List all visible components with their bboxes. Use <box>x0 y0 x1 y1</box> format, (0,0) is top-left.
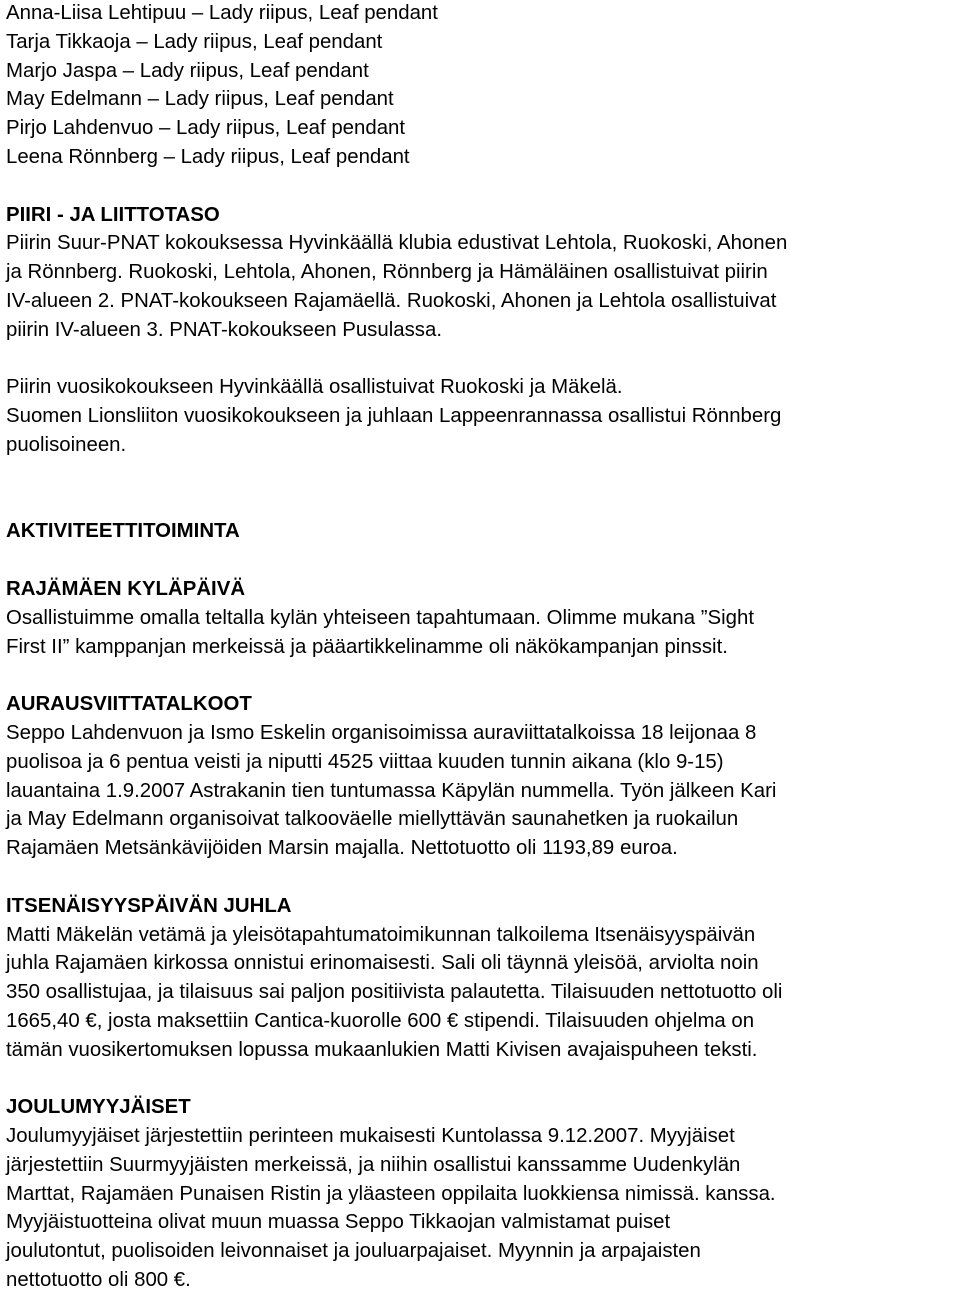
ski-track-text-line: ja May Edelmann organisoivat talkooväelle miellyttävän saunahetken ja ruokailun <box>6 808 739 831</box>
award-item: Pirjo Lahdenvuo – Lady riipus, Leaf pendant <box>6 117 406 140</box>
village-day-section <box>6 575 960 661</box>
christmas-text-line: nettotuotto oli 800 €. <box>6 1269 191 1292</box>
christmas-text-line: joulutontut, puolisoiden leivonnaiset ja jouluarpajaiset. Myynnin ja arpajaisten <box>6 1240 701 1263</box>
ski-track-text-line: Seppo Lahdenvuon ja Ismo Eskelin organisoimissa auraviittatalkoissa 18 leijonaa 8 <box>6 721 757 744</box>
christmas-text-line: Marttat, Rajamäen Punaisen Ristin ja yläasteen oppilaita luokkiensa nimissä. kanssa. <box>6 1182 776 1205</box>
christmas-heading: JOULUMYYJÄISET <box>6 1096 191 1119</box>
independence-text-line: 350 osallistujaa, ja tilaisuus sai paljon positiivista palautetta. Tilaisuuden nettotuotto oli <box>6 981 783 1004</box>
district-heading: PIIRI - JA LIITTOTASO <box>6 203 220 226</box>
award-item: Tarja Tikkaoja – Lady riipus, Leaf pendant <box>6 30 383 53</box>
ski-track-text-line: lauantaina 1.9.2007 Astrakanin tien tuntumassa Käpylän nummella. Työn jälkeen Kari <box>6 779 777 802</box>
christmas-text-line: Myyjäistuotteina olivat muun muassa Seppo Tikkaojan valmistamat puiset <box>6 1211 671 1234</box>
award-item: Anna-Liisa Lehtipuu – Lady riipus, Leaf pendant <box>6 2 438 24</box>
village-day-text-line: First II” kamppanjan merkeissä ja pääartikkelinamme oli näkökampanjan pinssit. <box>6 635 728 658</box>
activities-heading: AKTIVITEETTITOIMINTA <box>6 520 240 543</box>
award-item: May Edelmann – Lady riipus, Leaf pendant <box>6 88 394 111</box>
independence-heading: ITSENÄISYYSPÄIVÄN JUHLA <box>6 894 292 917</box>
district-text-line: Piirin Suur-PNAT kokouksessa Hyvinkäällä klubia edustivat Lehtola, Ruokoski, Ahonen <box>6 232 788 255</box>
award-list <box>6 0 960 172</box>
ski-track-section <box>6 690 960 863</box>
independence-text-line: Matti Mäkelän vetämä ja yleisötapahtumatoimikunnan talkoilema Itsenäisyyspäivän <box>6 923 756 946</box>
district-text-line: Suomen Lionsliiton vuosikokoukseen ja juhlaan Lappeenrannassa osallistui Rönnberg <box>6 405 782 428</box>
village-day-heading: RAJÄMÄEN KYLÄPÄIVÄ <box>6 577 246 600</box>
ski-track-text-line: puolisoa ja 6 pentua veisti ja niputti 4525 viittaa kuuden tunnin aikana (klo 9-15) <box>6 750 724 773</box>
district-text-line: Piirin vuosikokoukseen Hyvinkäällä osallistuivat Ruokoski ja Mäkelä. <box>6 376 623 399</box>
district-section <box>6 201 960 460</box>
document-page <box>6 0 960 1295</box>
award-item: Marjo Jaspa – Lady riipus, Leaf pendant <box>6 59 369 82</box>
ski-track-text-line: Rajamäen Metsänkävijöiden Marsin majalla. Nettotuotto oli 1193,89 euroa. <box>6 837 678 860</box>
independence-text-line: juhla Rajamäen kirkossa onnistui erinomaisesti. Sali oli täynnä yleisöä, arviolta noin <box>6 952 759 975</box>
district-text-line: puolisoineen. <box>6 433 127 456</box>
independence-section <box>6 892 960 1065</box>
ski-track-heading: AURAUSVIITTATALKOOT <box>6 693 252 716</box>
district-text-line: ja Rönnberg. Ruokoski, Lehtola, Ahonen, Rönnberg ja Hämäläinen osallistuivat piirin <box>6 261 768 284</box>
independence-text-line: 1665,40 €, josta maksettiin Cantica-kuorolle 600 € stipendi. Tilaisuuden ohjelma on <box>6 1009 755 1032</box>
christmas-section <box>6 1093 960 1295</box>
district-text-line: IV-alueen 2. PNAT-kokoukseen Rajamäellä. Ruokoski, Ahonen ja Lehtola osallistuivat <box>6 289 777 312</box>
award-item: Leena Rönnberg – Lady riipus, Leaf pendant <box>6 145 410 168</box>
district-text-line: piirin IV-alueen 3. PNAT-kokoukseen Pusulassa. <box>6 318 442 341</box>
village-day-text-line: Osallistuimme omalla teltalla kylän yhteiseen tapahtumaan. Olimme mukana ”Sight <box>6 606 754 629</box>
independence-text-line: tämän vuosikertomuksen lopussa mukaanlukien Matti Kivisen avajaispuheen teksti. <box>6 1038 758 1061</box>
christmas-text-line: Joulumyyjäiset järjestettiin perinteen mukaisesti Kuntolassa 9.12.2007. Myyjäiset <box>6 1125 735 1148</box>
christmas-text-line: järjestettiin Suurmyyjäisten merkeissä, ja niihin osallistui kanssamme Uudenkylän <box>6 1153 741 1176</box>
